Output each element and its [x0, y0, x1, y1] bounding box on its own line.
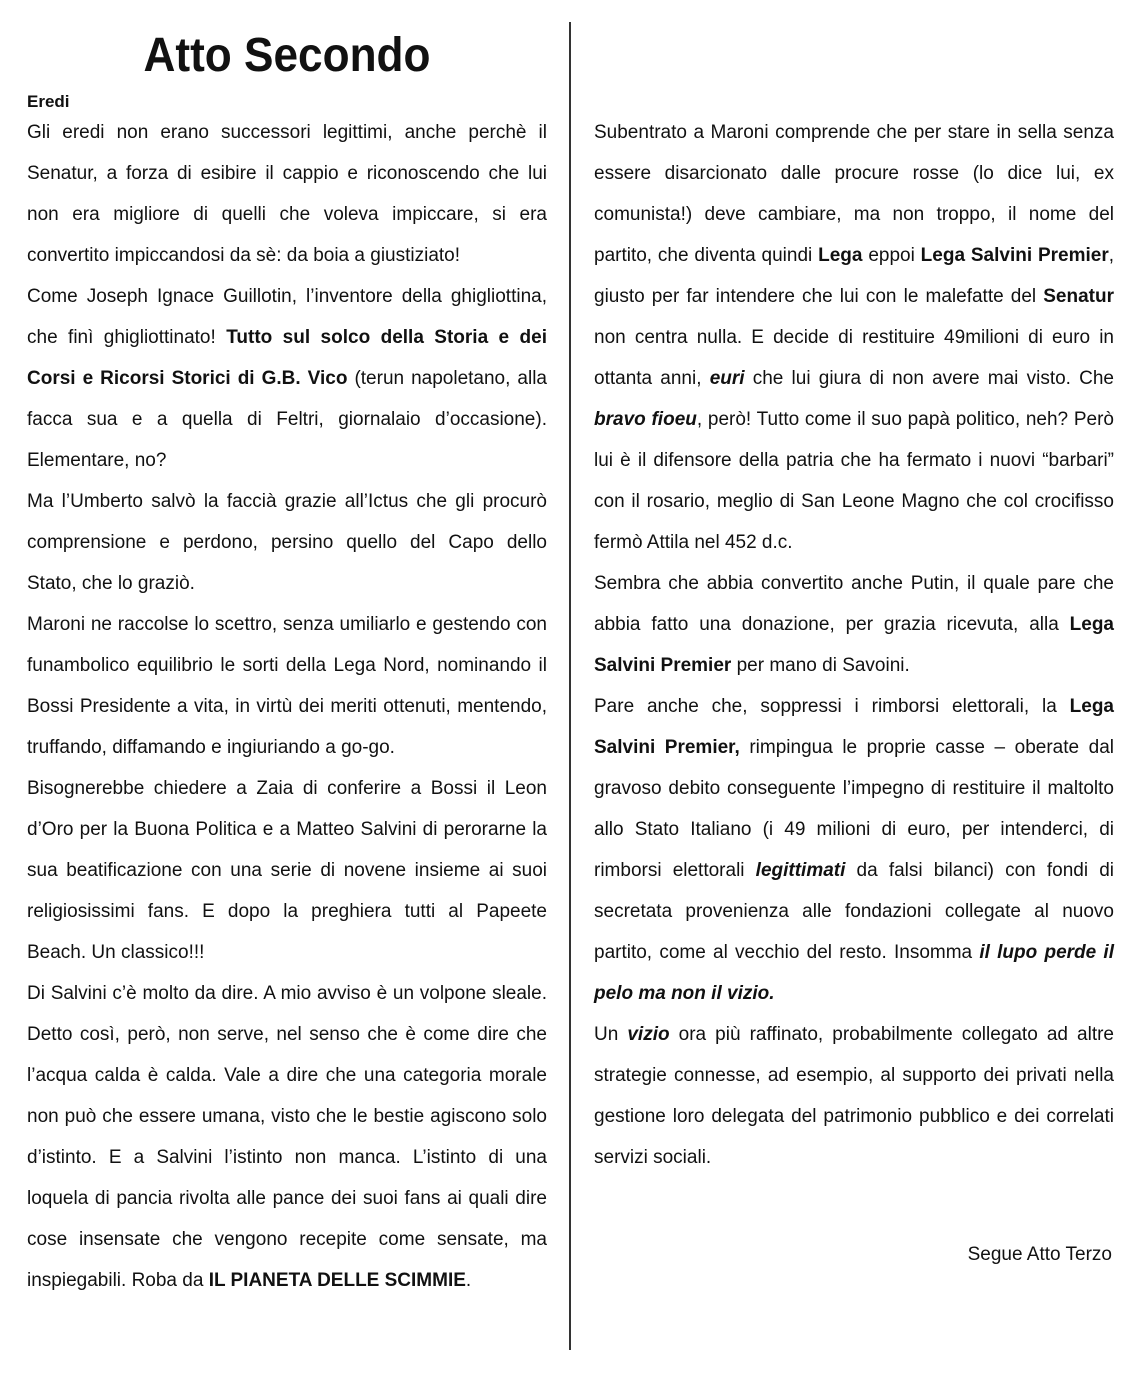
paragraph: Di Salvini c’è molto da dire. A mio avviso è un volpone sleale. Detto così, però, non serve, nel senso che è come dire che l’acqua calda è calda. Vale a dire che una categoria morale non può che essere umana, visto che le bestie agiscono solo d’istinto. E a Salvini l’istinto non manca. L’istinto di una loquela di pancia rivolta alle pance dei suoi fans ai quali dire cose insensate che vengono recepite come sensate, ma inspiegabili. Roba da IL PIANETA DELLE SCIMMIE.: [27, 983, 547, 1291]
paragraph: Gli eredi non erano successori legittimi, anche perchè il Senatur, a forza di esibire il cappio e riconoscendo che lui non era migliore di quelli che voleva impiccare, si era convertito impiccandosi da sè: da boia a giustiziato!: [27, 122, 547, 266]
paragraph: Sembra che abbia convertito anche Putin, il quale pare che abbia fatto una donazione, per grazia ricevuta, alla Lega Salvini Premier per mano di Savoini.: [594, 573, 1114, 676]
paragraph: Maroni ne raccolse lo scettro, senza umiliarlo e gestendo con funambolico equilibrio le sorti della Lega Nord, nominando il Bossi Presidente a vita, in virtù dei meriti ottenuti, mentendo, truffando, diffamando e ingiuriando a go-go.: [27, 614, 547, 758]
paragraph: Bisognerebbe chiedere a Zaia di conferire a Bossi il Leon d’Oro per la Buona Politica e a Matteo Salvini di perorarne la sua beatificazione con una serie di novene insieme ai suoi religiosissimi fans. E dopo la preghiera tutti al Papeete Beach. Un classico!!!: [27, 778, 547, 963]
paragraph: Ma l’Umberto salvò la faccià grazie all’Ictus che gli procurò comprensione e perdono, persino quello del Capo dello Stato, che lo graziò.: [27, 491, 547, 594]
paragraph: Subentrato a Maroni comprende che per stare in sella senza essere disarcionato dalle procure rosse (lo dice lui, ex comunista!) deve cambiare, ma non troppo, il nome del partito, che diventa quindi Lega eppoi Lega Salvini Premier, giusto per far intendere che lui con le malefatte del Senatur non centra nulla. E decide di restituire 49milioni di euro in ottanta anni, euri che lui giura di non avere mai visto. Che bravo fioeu, però! Tutto come il suo papà politico, neh? Però lui è il difensore della patria che ha fermato i nuovi “barbari” con il rosario, meglio di San Leone Magno che col crocifisso fermò Attila nel 452 d.c.: [594, 122, 1115, 553]
paragraph: Come Joseph Ignace Guillotin, l’inventore della ghigliottina, che finì ghigliottinato! Tutto sul solco della Storia e dei Corsi e Ricorsi Storici di G.B. Vico (terun napoletano, alla facca sua e a quella di Feltri, giornalaio d’occasione). Elementare, no?: [27, 286, 547, 471]
left-column: [27, 112, 547, 1301]
section-label: Eredi: [27, 92, 70, 111]
column-divider: [569, 22, 571, 1350]
right-column: [594, 112, 1114, 1178]
paragraph: Pare anche che, soppressi i rimborsi elettorali, la Lega Salvini Premier, rimpingua le proprie casse – oberate dal gravoso debito conseguente l’impegno di restituire il maltolto allo Stato Italiano (i 49 milioni di euro, per intenderci, di rimborsi elettorali legittimati da falsi bilanci) con fondi di secretata provenienza alle fondazioni collegate al nuovo partito, come al vecchio del resto. Insomma il lupo perde il pelo ma non il vizio.: [594, 696, 1114, 1004]
paragraph: Un vizio ora più raffinato, probabilmente collegato ad altre strategie connesse, ad esempio, al supporto dei privati nella gestione loro delegata del patrimonio pubblico e dei correlati servizi sociali.: [594, 1024, 1114, 1168]
continuation-note: Segue Atto Terzo: [967, 1244, 1112, 1265]
page-title: Atto Secondo: [143, 29, 431, 82]
